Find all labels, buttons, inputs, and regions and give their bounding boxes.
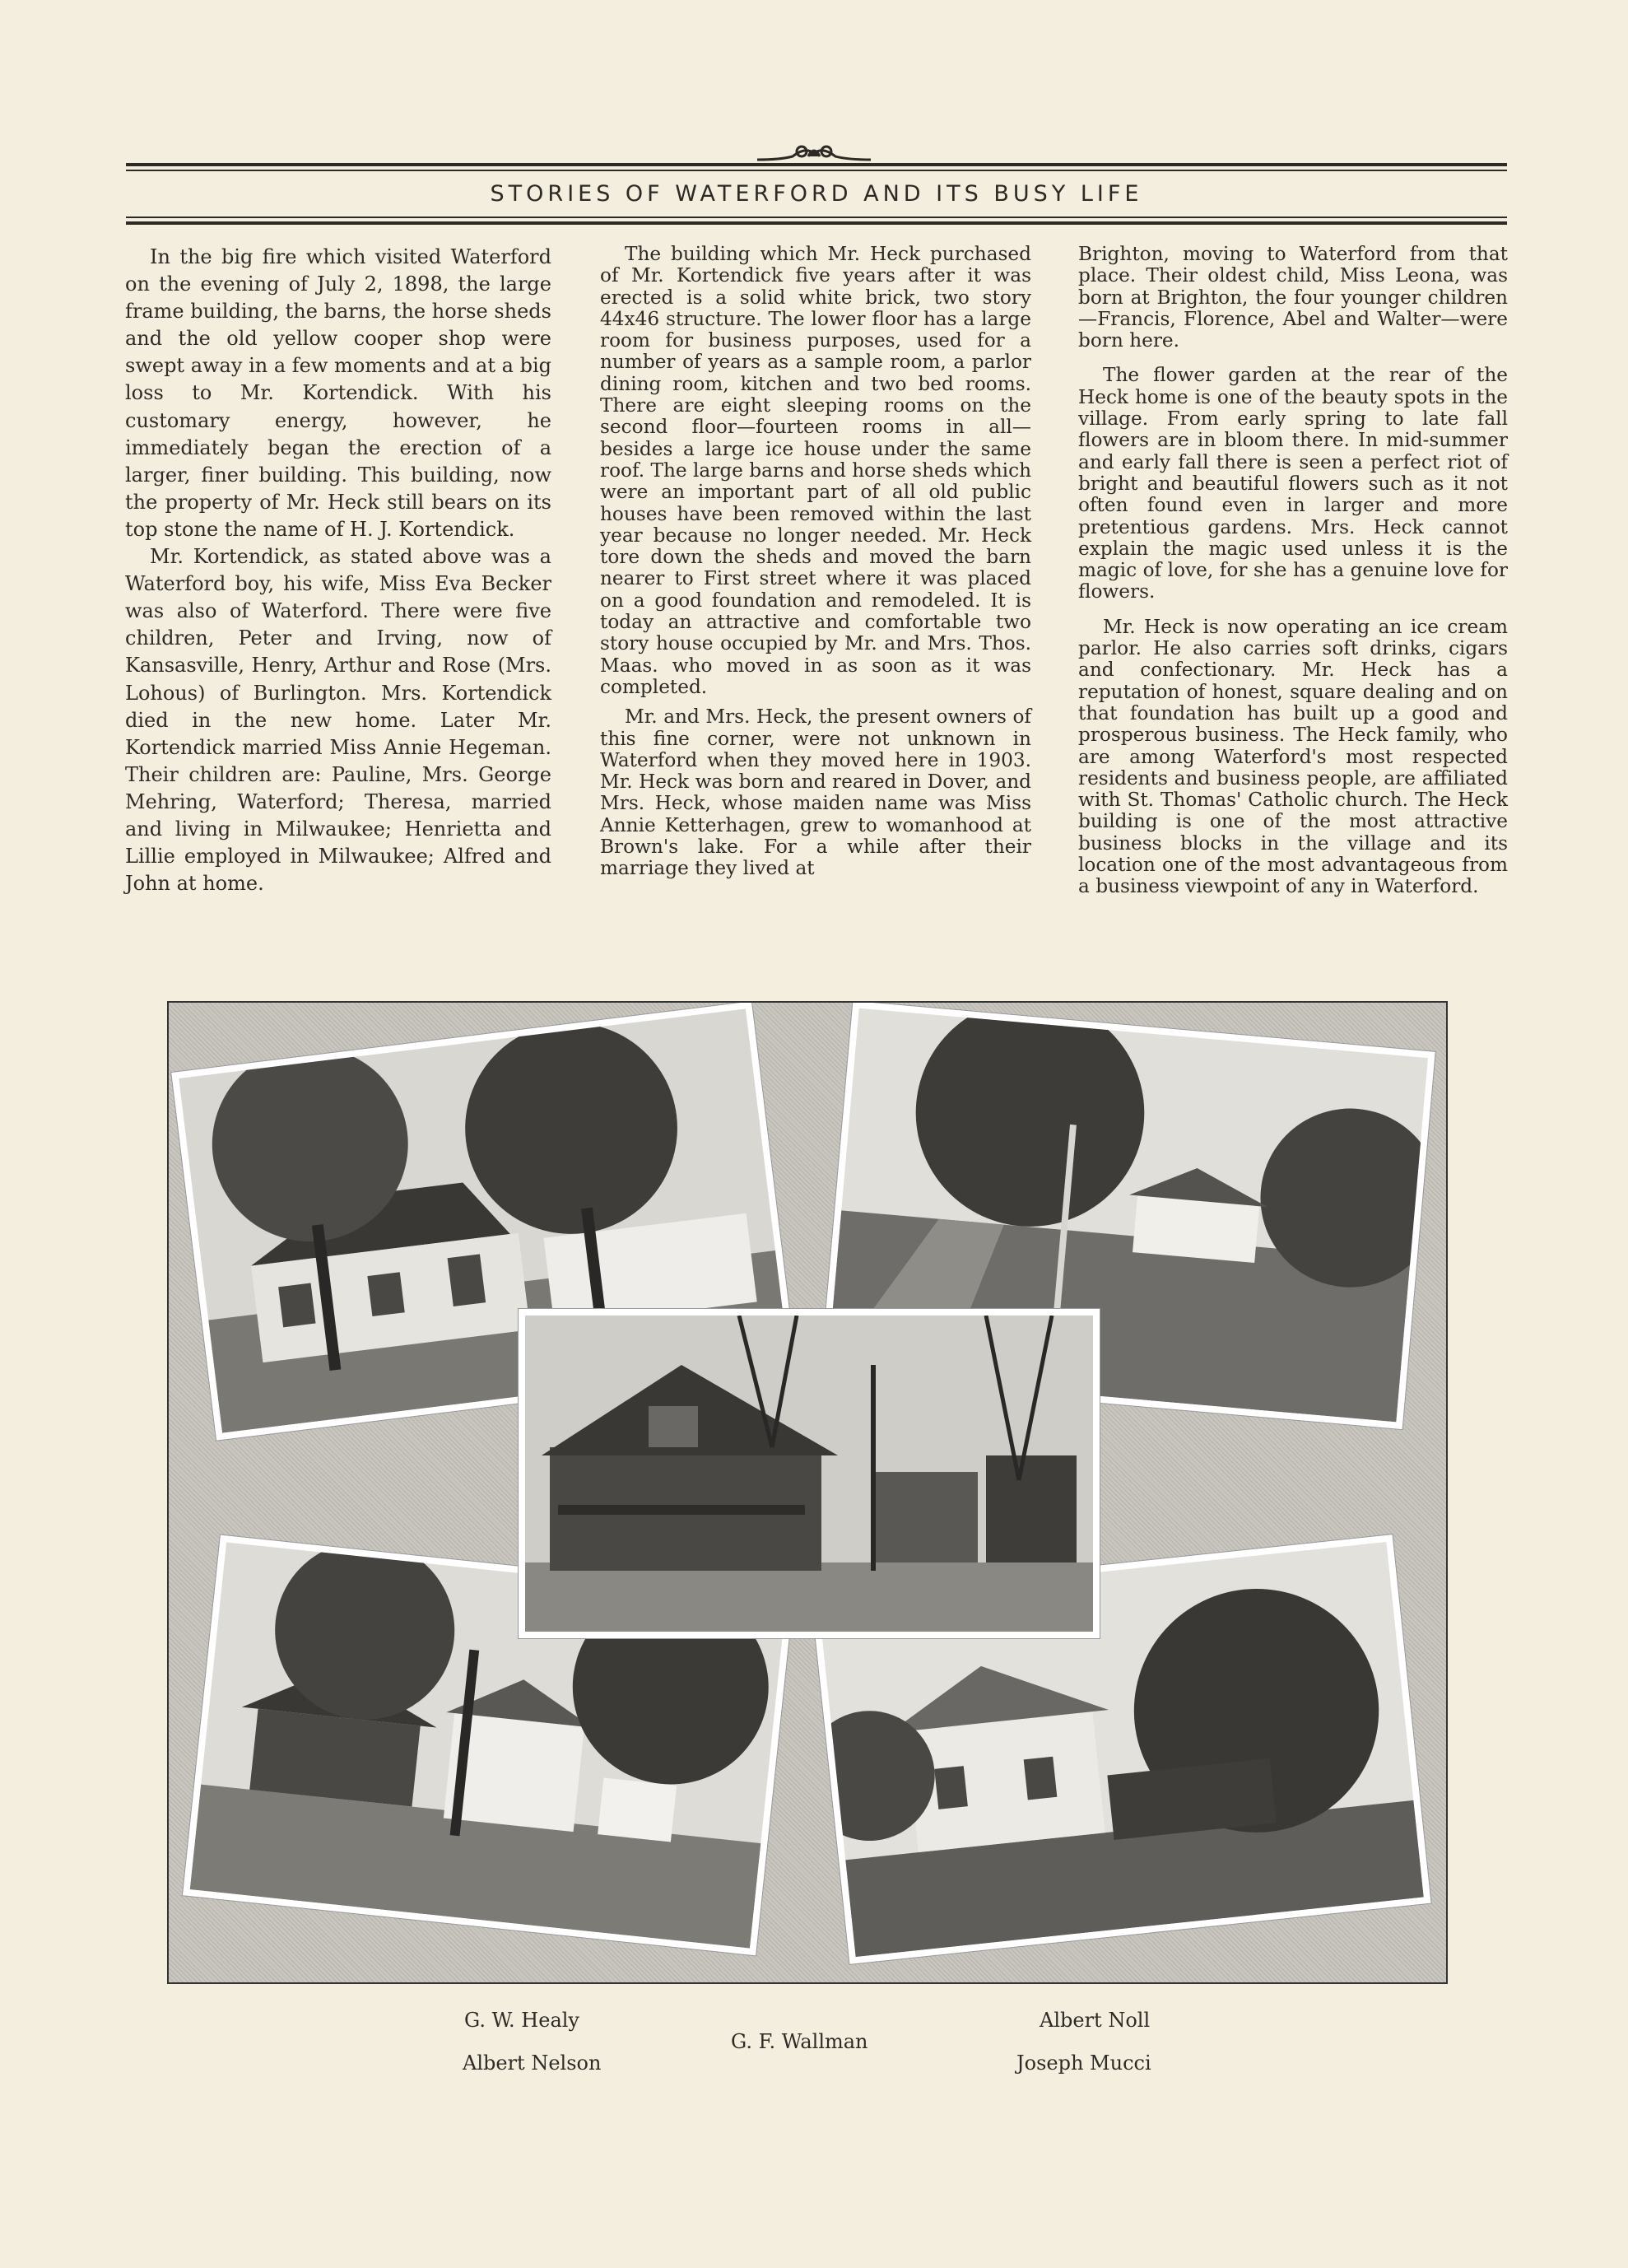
column3-paragraph-1: Brighton, moving to Waterford from that place. Their oldest child, Miss Leona, was born at Brighton, the four younger children—Francis, Florence, Abel and Walter—were born here. bbox=[1078, 243, 1508, 352]
column3-paragraph-3: Mr. Heck is now operating an ice cream parlor. He also carries soft drinks, cigars and confectionary. Mr. Heck has a reputation of honest, square dealing and on that foundation has built up a good and prosperous business. The Heck family, who are among Waterford's most respected residents and business people, are affiliated with St. Thomas' Catholic church. The Heck building is one of the most attractive business blocks in the village and its location one of the most advantageous from a business viewpoint of any in Waterford. bbox=[1078, 615, 1508, 898]
photo-house-center bbox=[519, 1309, 1100, 1638]
caption-top-right: Albert Noll bbox=[1040, 2009, 1151, 2032]
header-rule-top-thin bbox=[126, 170, 1507, 171]
photo-collage bbox=[167, 1001, 1448, 1984]
header-rule-top bbox=[126, 163, 1507, 166]
column2-paragraph-1: The building which Mr. Heck purchased of Mr. Kortendick five years after it was erected is a solid white brick, two story 44x46 structure. The lower floor has a large room for business purposes, used for a number of years as a sample room, a parlor dining room, kitchen and two bed rooms. There are eight sleeping rooms on the second floor—fourteen rooms in all—besides a large ice house under the same roof. The large barns and horse sheds which were an important part of all old public houses have been removed within the last year because no longer needed. Mr. Heck tore down the sheds and moved the barn nearer to First street where it was placed on a good foundation and remodeled. It is today an attractive and comfortable two story house occupied by Mr. and Mrs. Thos. Maas. who moved in as soon as it was completed. bbox=[600, 243, 1031, 698]
page-header-title: STORIES OF WATERFORD AND ITS BUSY LIFE bbox=[490, 181, 1143, 207]
column1-paragraph-1: In the big fire which visited Waterford on the evening of July 2, 1898, the large frame building, the barns, the horse sheds and the old yellow cooper shop were swept away in a few moments and at a big loss to Mr. Kortendick. With his customary energy, however, he immediately began the erection of a larger, finer building. This building, now the property of Mr. Heck still bears on its top stone the name of H. J. Kortendick. bbox=[125, 245, 551, 541]
caption-center: G. F. Wallman bbox=[731, 2030, 868, 2053]
header-rule-bottom-thin bbox=[126, 217, 1507, 218]
column3-paragraph-2: The flower garden at the rear of the Heck home is one of the beauty spots in the village. From early spring to late fall flowers are in bloom there. In mid-summer and early fall there is seen a perfect riot of bright and beautiful flowers such as it not often found even in larger and more pretentious gardens. Mrs. Heck cannot explain the magic used unless it is the magic of love, for she has a genuine love for flowers. bbox=[1078, 364, 1508, 603]
caption-top-left: G. W. Healy bbox=[464, 2009, 579, 2032]
column1-paragraph-2: Mr. Kortendick, as stated above was a Waterford boy, his wife, Miss Eva Becker was also of Waterford. There were five children, Peter and Irving, now of Kansasville, Henry, Arthur and Rose (Mrs. Lohous) of Burlington. Mrs. Kortendick died in the new home. Later Mr. Kortendick married Miss Annie Hegeman. Their children are: Pauline, Mrs. George Mehring, Waterford; Theresa, married and living in Milwaukee; Henrietta and Lillie employed in Milwaukee; Alfred and John at home. bbox=[125, 545, 551, 896]
caption-bottom-right: Joseph Mucci bbox=[1016, 2051, 1151, 2075]
text-column-3 bbox=[1078, 244, 1508, 911]
column2-paragraph-2: Mr. and Mrs. Heck, the present owners of this fine corner, were not unknown in Waterford when they moved here in 1903. Mr. Heck was born and reared in Dover, and Mrs. Heck, whose maiden name was Miss Annie Ketterhagen, grew to womanhood at Brown's lake. For a while after their marriage they lived at bbox=[600, 706, 1031, 880]
text-column-2 bbox=[600, 244, 1031, 888]
text-column-1 bbox=[125, 244, 551, 897]
caption-bottom-left: Albert Nelson bbox=[463, 2051, 602, 2075]
header-rule-bottom bbox=[126, 221, 1507, 225]
house-photo-image bbox=[525, 1316, 1093, 1632]
